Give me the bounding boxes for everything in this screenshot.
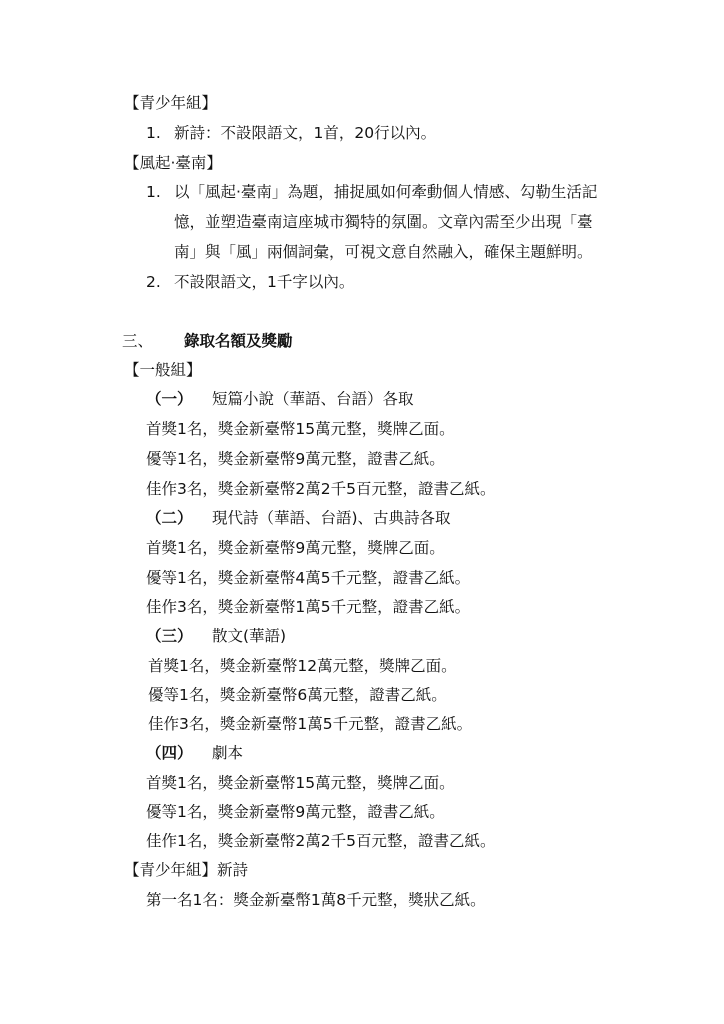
- category-label: （四）: [146, 744, 193, 762]
- award-line: 佳作3名，獎金新臺幣1萬5千元整，證書乙紙。: [146, 598, 471, 616]
- award-line: 優等1名，獎金新臺幣4萬5千元整，證書乙紙。: [146, 569, 471, 587]
- category-name: 劇本: [212, 744, 244, 762]
- award-line: 首獎1名，獎金新臺幣15萬元整，獎牌乙面。: [146, 774, 455, 792]
- wind-header: 【風起‧臺南】: [124, 154, 222, 172]
- award-line: 優等1名，獎金新臺幣9萬元整，證書乙紙。: [146, 450, 445, 468]
- category-label: （二）: [146, 509, 193, 527]
- youth-award-line: 第一名1名：獎金新臺幣1萬8千元整，獎狀乙紙。: [146, 891, 486, 909]
- category-heading: [146, 389, 414, 409]
- category-heading: [146, 626, 286, 646]
- youth-rule: [146, 123, 436, 143]
- section-heading: [122, 331, 293, 351]
- wind-rule-1: [146, 182, 597, 202]
- award-line: 首獎1名，獎金新臺幣12萬元整，獎牌乙面。: [148, 657, 457, 675]
- category-name: 短篇小說（華語、台語）各取: [212, 390, 414, 408]
- award-line: 優等1名，獎金新臺幣6萬元整，證書乙紙。: [148, 686, 447, 704]
- award-line: 佳作3名，獎金新臺幣2萬2千5百元整，證書乙紙。: [146, 480, 496, 498]
- award-line: 優等1名，獎金新臺幣9萬元整，證書乙紙。: [146, 803, 445, 821]
- rule-text: 以「風起‧臺南」為題，捕捉風如何牽動個人情感、勾勒生活記: [174, 183, 598, 201]
- wind-rule-1-cont: 南」與「風」兩個詞彙，可視文意自然融入，確保主題鮮明。: [174, 243, 593, 261]
- wind-rule-2: [146, 272, 354, 292]
- section-title: 錄取名額及獎勵: [184, 332, 293, 350]
- award-line: 首獎1名，獎金新臺幣15萬元整，獎牌乙面。: [146, 420, 455, 438]
- list-number: 2.: [146, 273, 161, 291]
- category-heading: [146, 743, 243, 763]
- list-number: 1.: [146, 183, 161, 201]
- list-number: 1.: [146, 124, 161, 142]
- youth-group-header: 【青少年組】: [124, 94, 218, 112]
- category-label: （一）: [146, 390, 193, 408]
- category-heading: [146, 508, 451, 528]
- category-name: 現代詩（華語、台語)、古典詩各取: [212, 509, 451, 527]
- award-line: 首獎1名，獎金新臺幣9萬元整，獎牌乙面。: [146, 539, 445, 557]
- rule-text: 新詩：不設限語文，1首，20行以內。: [174, 124, 437, 142]
- category-name: 散文(華語): [212, 627, 287, 645]
- rule-text: 不設限語文，1千字以內。: [174, 273, 355, 291]
- category-label: （三）: [146, 627, 193, 645]
- section-number: 三、: [122, 332, 154, 350]
- award-line: 佳作3名，獎金新臺幣1萬5千元整，證書乙紙。: [148, 715, 473, 733]
- wind-rule-1-cont: 憶，並塑造臺南這座城市獨特的氛圍。文章內需至少出現「臺: [174, 213, 593, 231]
- general-group-header: 【一般組】: [124, 361, 202, 379]
- award-line: 佳作1名，獎金新臺幣2萬2千5百元整，證書乙紙。: [146, 832, 496, 850]
- youth-poetry-header: 【青少年組】新詩: [124, 861, 249, 879]
